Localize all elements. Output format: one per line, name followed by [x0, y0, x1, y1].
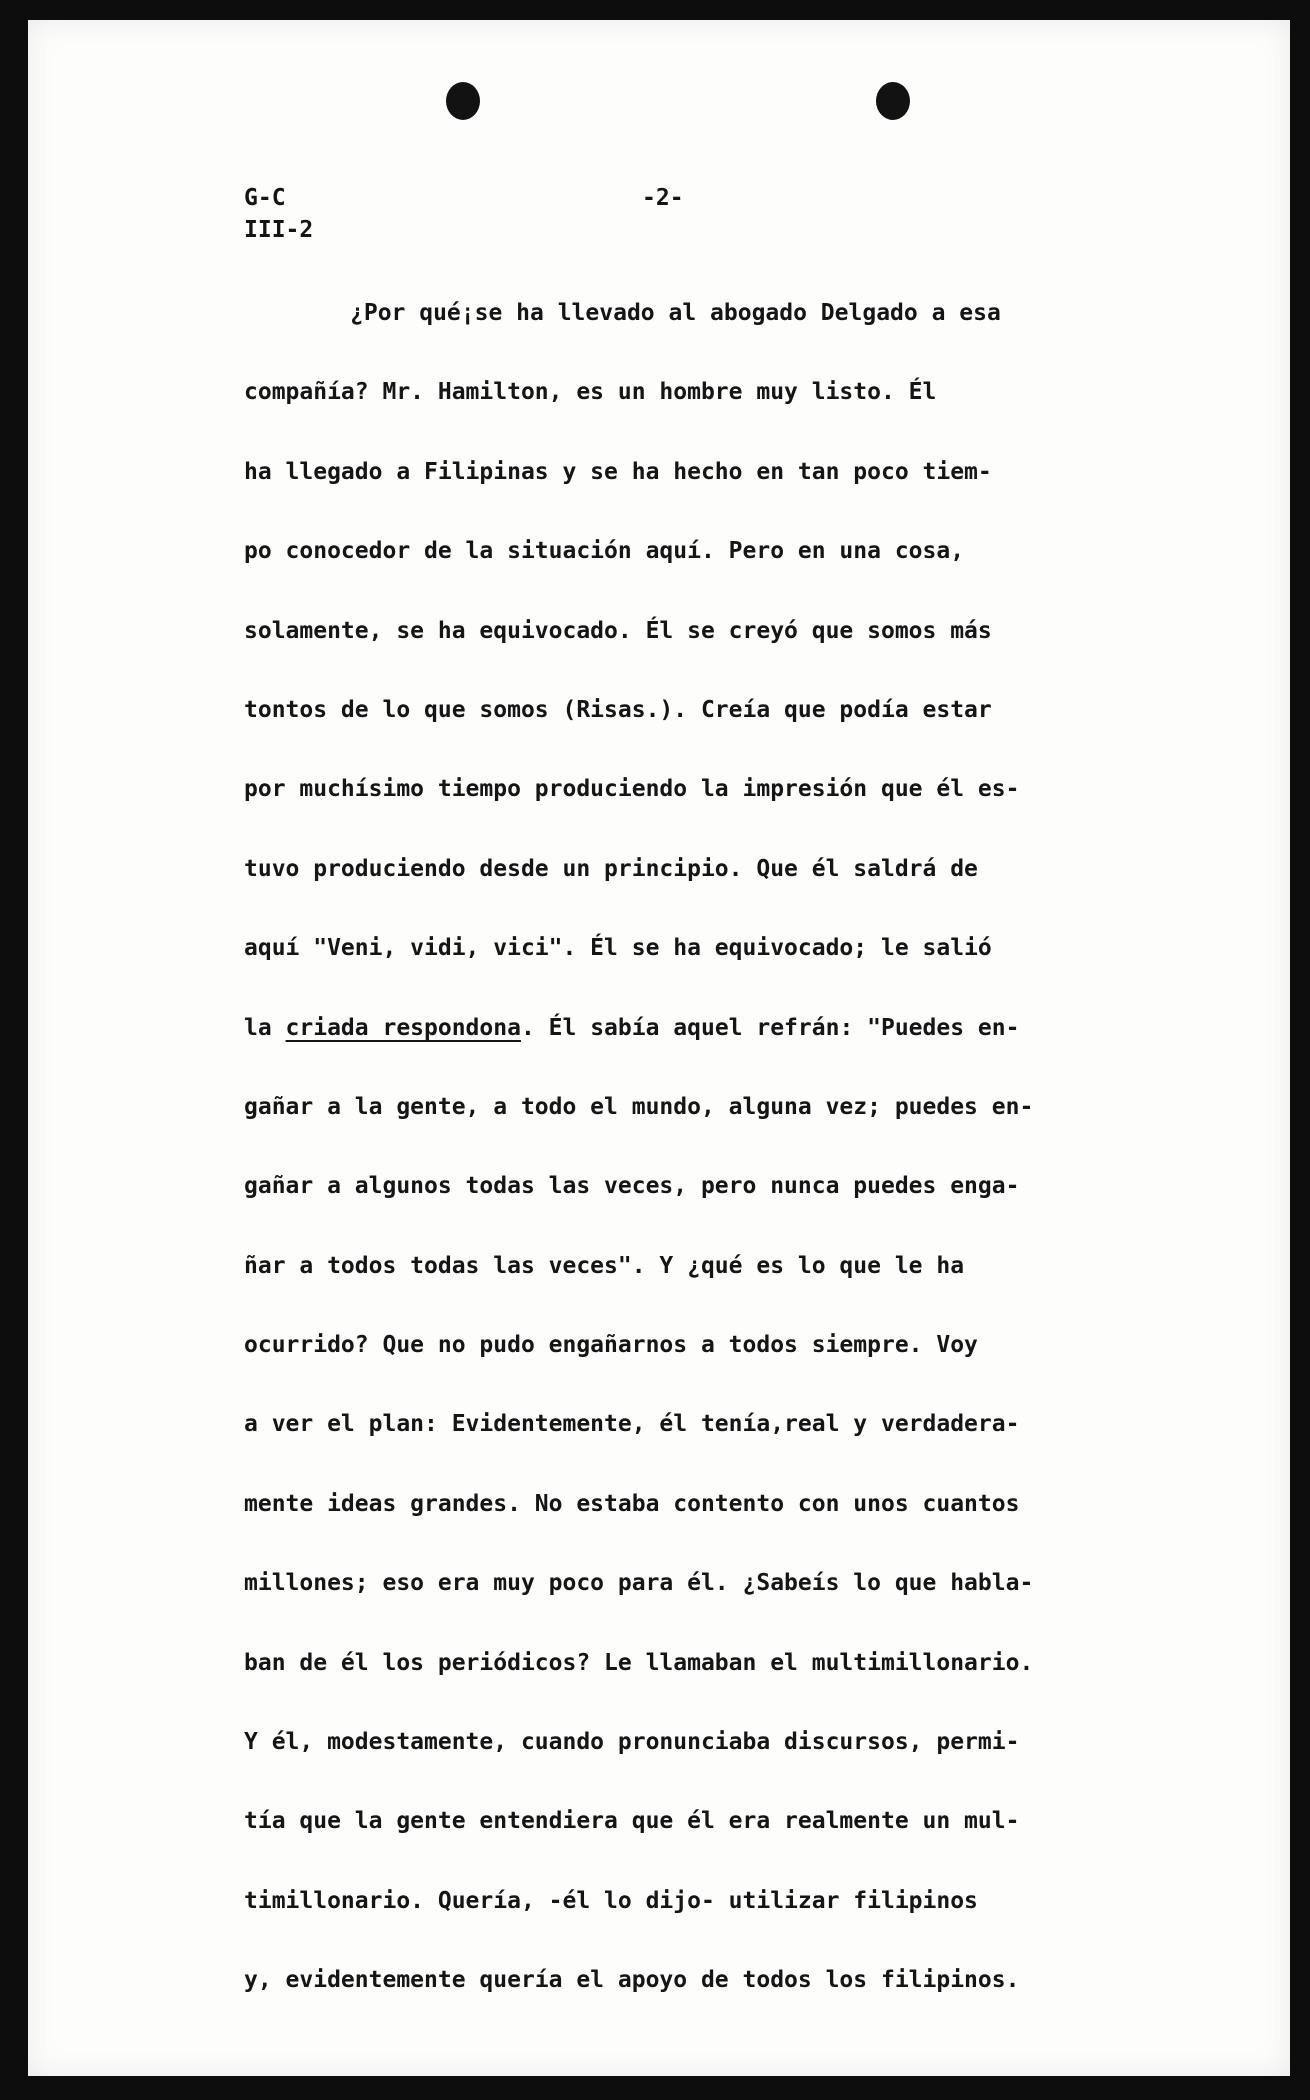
text-line: ¿Por qué¡se ha llevado al abogado Delgado a esa — [350, 300, 1001, 326]
text-line: ñar a todos todas las veces". Y ¿qué es lo que le ha — [244, 1252, 965, 1279]
typewritten-body — [244, 274, 1194, 2021]
text-line: po conocedor de la situación aquí. Pero en una cosa, — [244, 538, 965, 565]
text-line: a ver el plan: Evidentemente, él tenía,real y verdadera- — [244, 1411, 1020, 1438]
text-line: gañar a la gente, a todo el mundo, alguna vez; puedes en- — [244, 1093, 1034, 1120]
text-line: tuvo produciendo desde un principio. Que él saldrá de — [244, 855, 978, 882]
punch-hole-left — [446, 82, 480, 120]
text-line-with-underline — [244, 989, 1194, 1068]
document-code-line-1: G-C — [244, 185, 286, 211]
underlined-phrase: criada respondona — [285, 1014, 521, 1041]
document-code-line-2: III-2 — [244, 217, 314, 243]
page-header — [244, 182, 1144, 246]
text-line: ocurrido? Que no pudo engañarnos a todos siempre. Voy — [244, 1332, 978, 1359]
text-line: tontos de lo que somos (Risas.). Creía que podía estar — [244, 696, 992, 723]
punch-hole-right — [876, 82, 910, 120]
line-suffix: . Él sabía aquel refrán: "Puedes en- — [520, 1014, 1020, 1041]
text-line: por muchísimo tiempo produciendo la impresión que él es- — [244, 776, 1020, 803]
text-line: ban de él los periódicos? Le llamaban el multimillonario. — [244, 1649, 1034, 1676]
page-number: -2- — [642, 185, 684, 211]
line-prefix: la — [244, 1014, 286, 1041]
text-line: ha llegado a Filipinas y se ha hecho en tan poco tiem- — [244, 458, 992, 485]
text-line: compañía? Mr. Hamilton, es un hombre muy listo. Él — [244, 379, 937, 406]
text-line: y, evidentemente quería el apoyo de todos los filipinos. — [244, 1967, 1020, 1994]
text-line: Y él, modestamente, cuando pronunciaba discursos, permi- — [244, 1729, 1020, 1756]
text-line: tía que la gente entendiera que él era realmente un mul- — [244, 1808, 1020, 1835]
text-line: solamente, se ha equivocado. Él se creyó que somos más — [244, 617, 992, 644]
text-line: gañar a algunos todas las veces, pero nunca puedes enga- — [244, 1173, 1020, 1200]
text-line: timillonario. Quería, -él lo dijo- utilizar filipinos — [244, 1887, 978, 1914]
text-line: aquí "Veni, vidi, vici". Él se ha equivocado; le salió — [244, 935, 992, 962]
text-line: mente ideas grandes. No estaba contento con unos cuantos — [244, 1490, 1020, 1517]
text-line: millones; eso era muy poco para él. ¿Sabeís lo que habla- — [244, 1570, 1034, 1597]
